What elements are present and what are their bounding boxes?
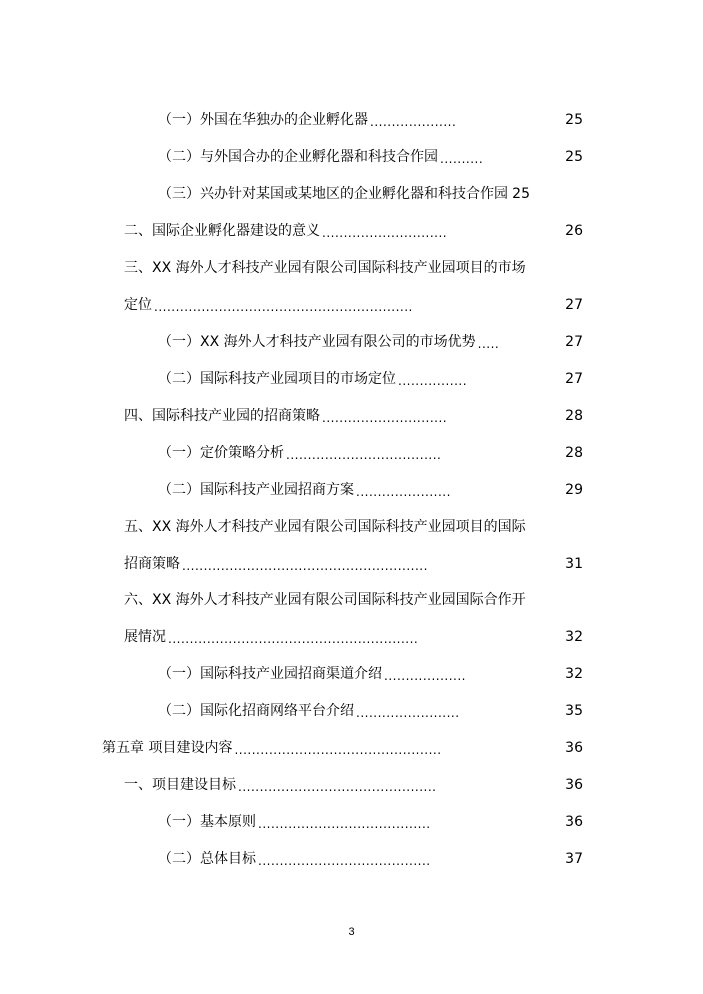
toc-entry[interactable] <box>124 217 583 241</box>
toc-entry-text: 二、国际企业孵化器建设的意义 <box>124 223 320 239</box>
toc-entry-page: 32 <box>565 666 583 682</box>
toc-entry-text: （一）基本原则 <box>158 814 256 830</box>
toc-entry[interactable] <box>158 106 583 130</box>
toc-entry[interactable] <box>158 697 583 721</box>
toc-entry-leader: .................... <box>370 115 457 129</box>
page-number: 3 <box>348 926 355 938</box>
toc-entry[interactable] <box>158 845 583 869</box>
toc-entry-text: 定位 <box>124 297 152 313</box>
toc-entry[interactable] <box>158 476 583 500</box>
toc-entry-leader: ..... <box>477 337 500 351</box>
toc-entry-text: 六、XX 海外人才科技产业园有限公司国际科技产业园国际合作开 <box>124 592 526 608</box>
toc-entry[interactable] <box>158 365 583 389</box>
toc-entry-text: （一）XX 海外人才科技产业园有限公司的市场优势 <box>158 334 476 350</box>
toc-entry-leader: ...................... <box>356 485 451 499</box>
toc-entry-page: 27 <box>565 371 583 387</box>
toc-entry-page: 36 <box>565 777 583 793</box>
toc-entry-text: 一、项目建设目标 <box>124 777 236 793</box>
toc-entry-text: 三、XX 海外人才科技产业园有限公司国际科技产业园项目的市场 <box>124 260 526 276</box>
toc-entry-page: 36 <box>565 814 583 830</box>
toc-entry[interactable] <box>124 254 594 278</box>
toc-entry-page: 31 <box>565 556 583 572</box>
toc-entry-page: 27 <box>565 297 583 313</box>
toc-entry-text: （一）外国在华独办的企业孵化器 <box>158 112 368 128</box>
toc-entry-leader: .......................................................... <box>168 632 419 646</box>
toc-entry-text: （二）国际科技产业园项目的市场定位 <box>158 371 396 387</box>
toc-entry-leader: .................................... <box>286 448 442 462</box>
toc-entry-page: 27 <box>565 334 583 350</box>
toc-entry-leader: ................... <box>384 669 466 683</box>
toc-entry[interactable] <box>158 143 583 167</box>
toc-entry-page: 28 <box>565 408 583 424</box>
toc-entry-text: （二）国际科技产业园招商方案 <box>158 482 354 498</box>
toc-entry-text: 招商策略 <box>124 556 180 572</box>
toc-entry-leader: .......... <box>440 152 484 166</box>
toc-entry[interactable] <box>158 180 583 204</box>
toc-entry[interactable] <box>124 623 583 647</box>
toc-entry-leader: ........................................ <box>258 854 431 868</box>
toc-entry[interactable] <box>158 328 583 352</box>
toc-entry-leader: ............................. <box>322 226 448 240</box>
toc-entry-leader: ............................. <box>322 411 448 425</box>
toc-entry[interactable] <box>124 513 594 537</box>
toc-entry[interactable] <box>158 439 583 463</box>
toc-entry-page: 36 <box>565 740 583 756</box>
toc-entry-text: 四、国际科技产业园的招商策略 <box>124 408 320 424</box>
toc-entry-text: 第五章 项目建设内容 <box>102 740 233 756</box>
toc-entry-text: 展情况 <box>124 629 166 645</box>
toc-entry-leader: .............................................. <box>238 780 437 794</box>
toc-entry[interactable] <box>124 291 583 315</box>
toc-entry[interactable] <box>158 660 583 684</box>
toc-entry-page: 29 <box>565 482 583 498</box>
toc-entry-page: 37 <box>565 851 583 867</box>
toc-entry-text: （二）国际化招商网络平台介绍 <box>158 703 354 719</box>
toc-entry-text: （一）定价策略分析 <box>158 445 284 461</box>
toc-entry-page: 25 <box>512 186 530 202</box>
toc-entry-page: 26 <box>565 223 583 239</box>
toc-entry-leader: ........................ <box>356 706 460 720</box>
toc-entry[interactable] <box>124 771 583 795</box>
toc-entry-page: 32 <box>565 629 583 645</box>
toc-entry-text: （三）兴办针对某国或某地区的企业孵化器和科技合作园 <box>158 186 508 202</box>
toc-entry-page: 25 <box>565 149 583 165</box>
toc-entry-text: （一）国际科技产业园招商渠道介绍 <box>158 666 382 682</box>
toc-entry-text: （二）总体目标 <box>158 851 256 867</box>
toc-entry-leader: ......................................................... <box>182 559 428 573</box>
toc-entry-leader: ................................................ <box>234 743 442 757</box>
toc-entry-text: （二）与外国合办的企业孵化器和科技合作园 <box>158 149 438 165</box>
toc-entry[interactable] <box>102 734 583 758</box>
toc-entry[interactable] <box>158 808 583 832</box>
toc-entry-page: 25 <box>565 112 583 128</box>
toc-entry-leader: ........................................ <box>258 817 431 831</box>
toc-entry-page: 35 <box>565 703 583 719</box>
toc-entry-leader: ............................................................ <box>154 300 413 314</box>
toc-entry[interactable] <box>124 586 594 610</box>
toc-entry-leader: ................ <box>398 374 468 388</box>
toc-entry-text: 五、XX 海外人才科技产业园有限公司国际科技产业园项目的国际 <box>124 519 526 535</box>
toc-entry[interactable] <box>124 402 583 426</box>
toc-entry[interactable] <box>124 550 583 574</box>
toc-entry-page: 28 <box>565 445 583 461</box>
